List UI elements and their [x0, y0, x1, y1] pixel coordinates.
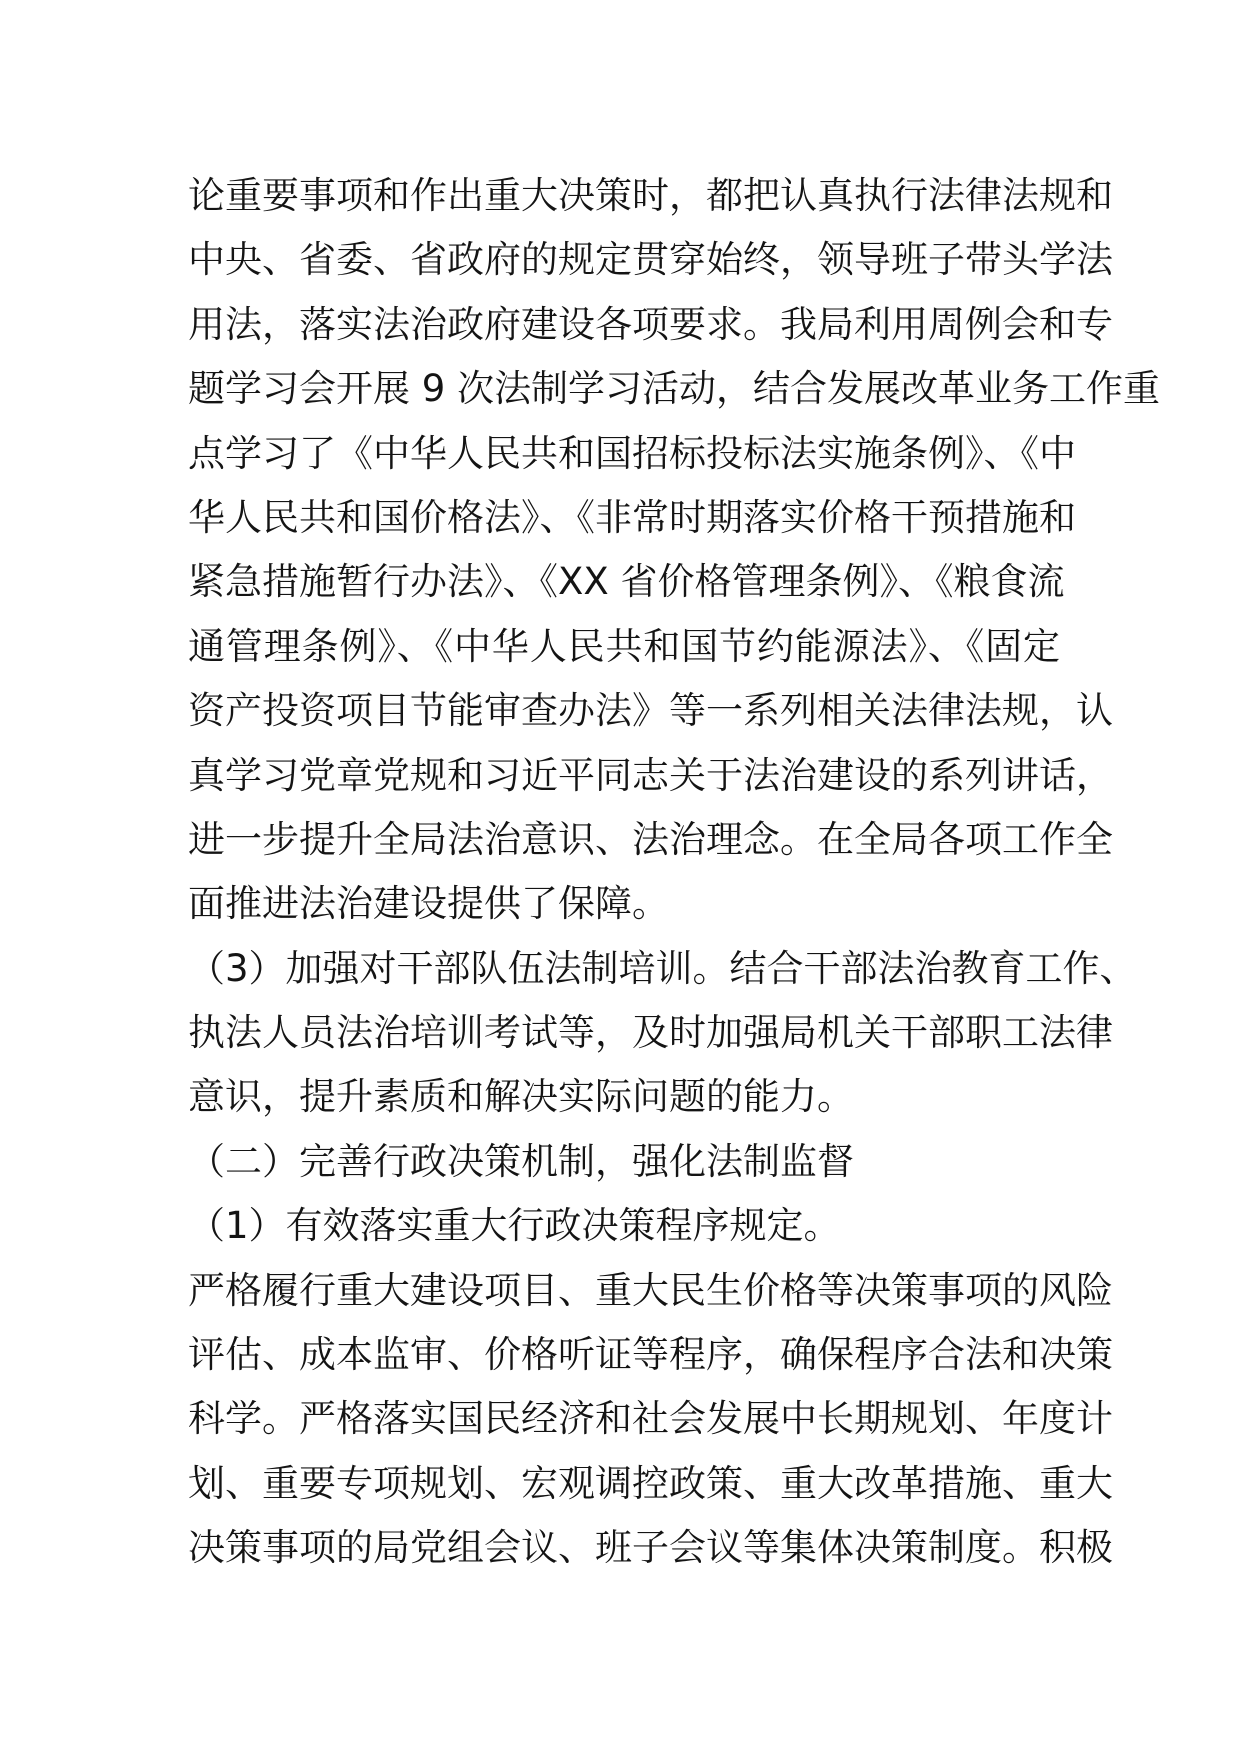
body-text	[188, 164, 1161, 1581]
text-line: 决策事项的局党组会议、班子会议等集体决策制度。积极	[188, 1526, 1113, 1570]
text-line: 通管理条例》、《中华人民共和国节约能源法》、《固定	[188, 624, 1060, 668]
text-line: 紧急措施暂行办法》、《XX 省价格管理条例》、《粮食流	[188, 560, 1065, 604]
text-line: 进一步提升全局法治意识、法治理念。在全局各项工作全	[188, 817, 1113, 861]
text-line: 意识，提升素质和解决实际问题的能力。	[188, 1075, 854, 1119]
text-line: 资产投资项目节能审查办法》等一系列相关法律法规，认	[188, 689, 1113, 733]
text-line: 用法，落实法治政府建设各项要求。我局利用周例会和专	[188, 302, 1113, 346]
text-line: 严格履行重大建设项目、重大民生价格等决策事项的风险	[188, 1268, 1113, 1312]
section-heading: （二）完善行政决策机制，强化法制监督	[188, 1139, 854, 1183]
text-line: 华人民共和国价格法》、《非常时期落实价格干预措施和	[188, 495, 1076, 539]
text-line: 划、重要专项规划、宏观调控政策、重大改革措施、重大	[188, 1461, 1113, 1505]
text-line: 真学习党章党规和习近平同志关于法治建设的系列讲话，	[188, 753, 1113, 797]
text-line: 题学习会开展 9 次法制学习活动，结合发展改革业务工作重	[188, 367, 1161, 411]
text-line: 执法人员法治培训考试等，及时加强局机关干部职工法律	[188, 1011, 1113, 1055]
text-line: 点学习了《中华人民共和国招标投标法实施条例》、《中	[188, 431, 1076, 475]
text-line: 中央、省委、省政府的规定贯穿始终，领导班子带头学法	[188, 238, 1113, 282]
text-line: （3）加强对干部队伍法制培训。结合干部法治教育工作、	[188, 946, 1137, 990]
text-line: 科学。严格落实国民经济和社会发展中长期规划、年度计	[188, 1397, 1113, 1441]
subsection-heading: （1）有效落实重大行政决策程序规定。	[188, 1204, 841, 1248]
text-line: 评估、成本监审、价格听证等程序，确保程序合法和决策	[188, 1333, 1113, 1377]
text-line: 论重要事项和作出重大决策时，都把认真执行法律法规和	[188, 174, 1113, 217]
text-line: 面推进法治建设提供了保障。	[188, 882, 669, 926]
